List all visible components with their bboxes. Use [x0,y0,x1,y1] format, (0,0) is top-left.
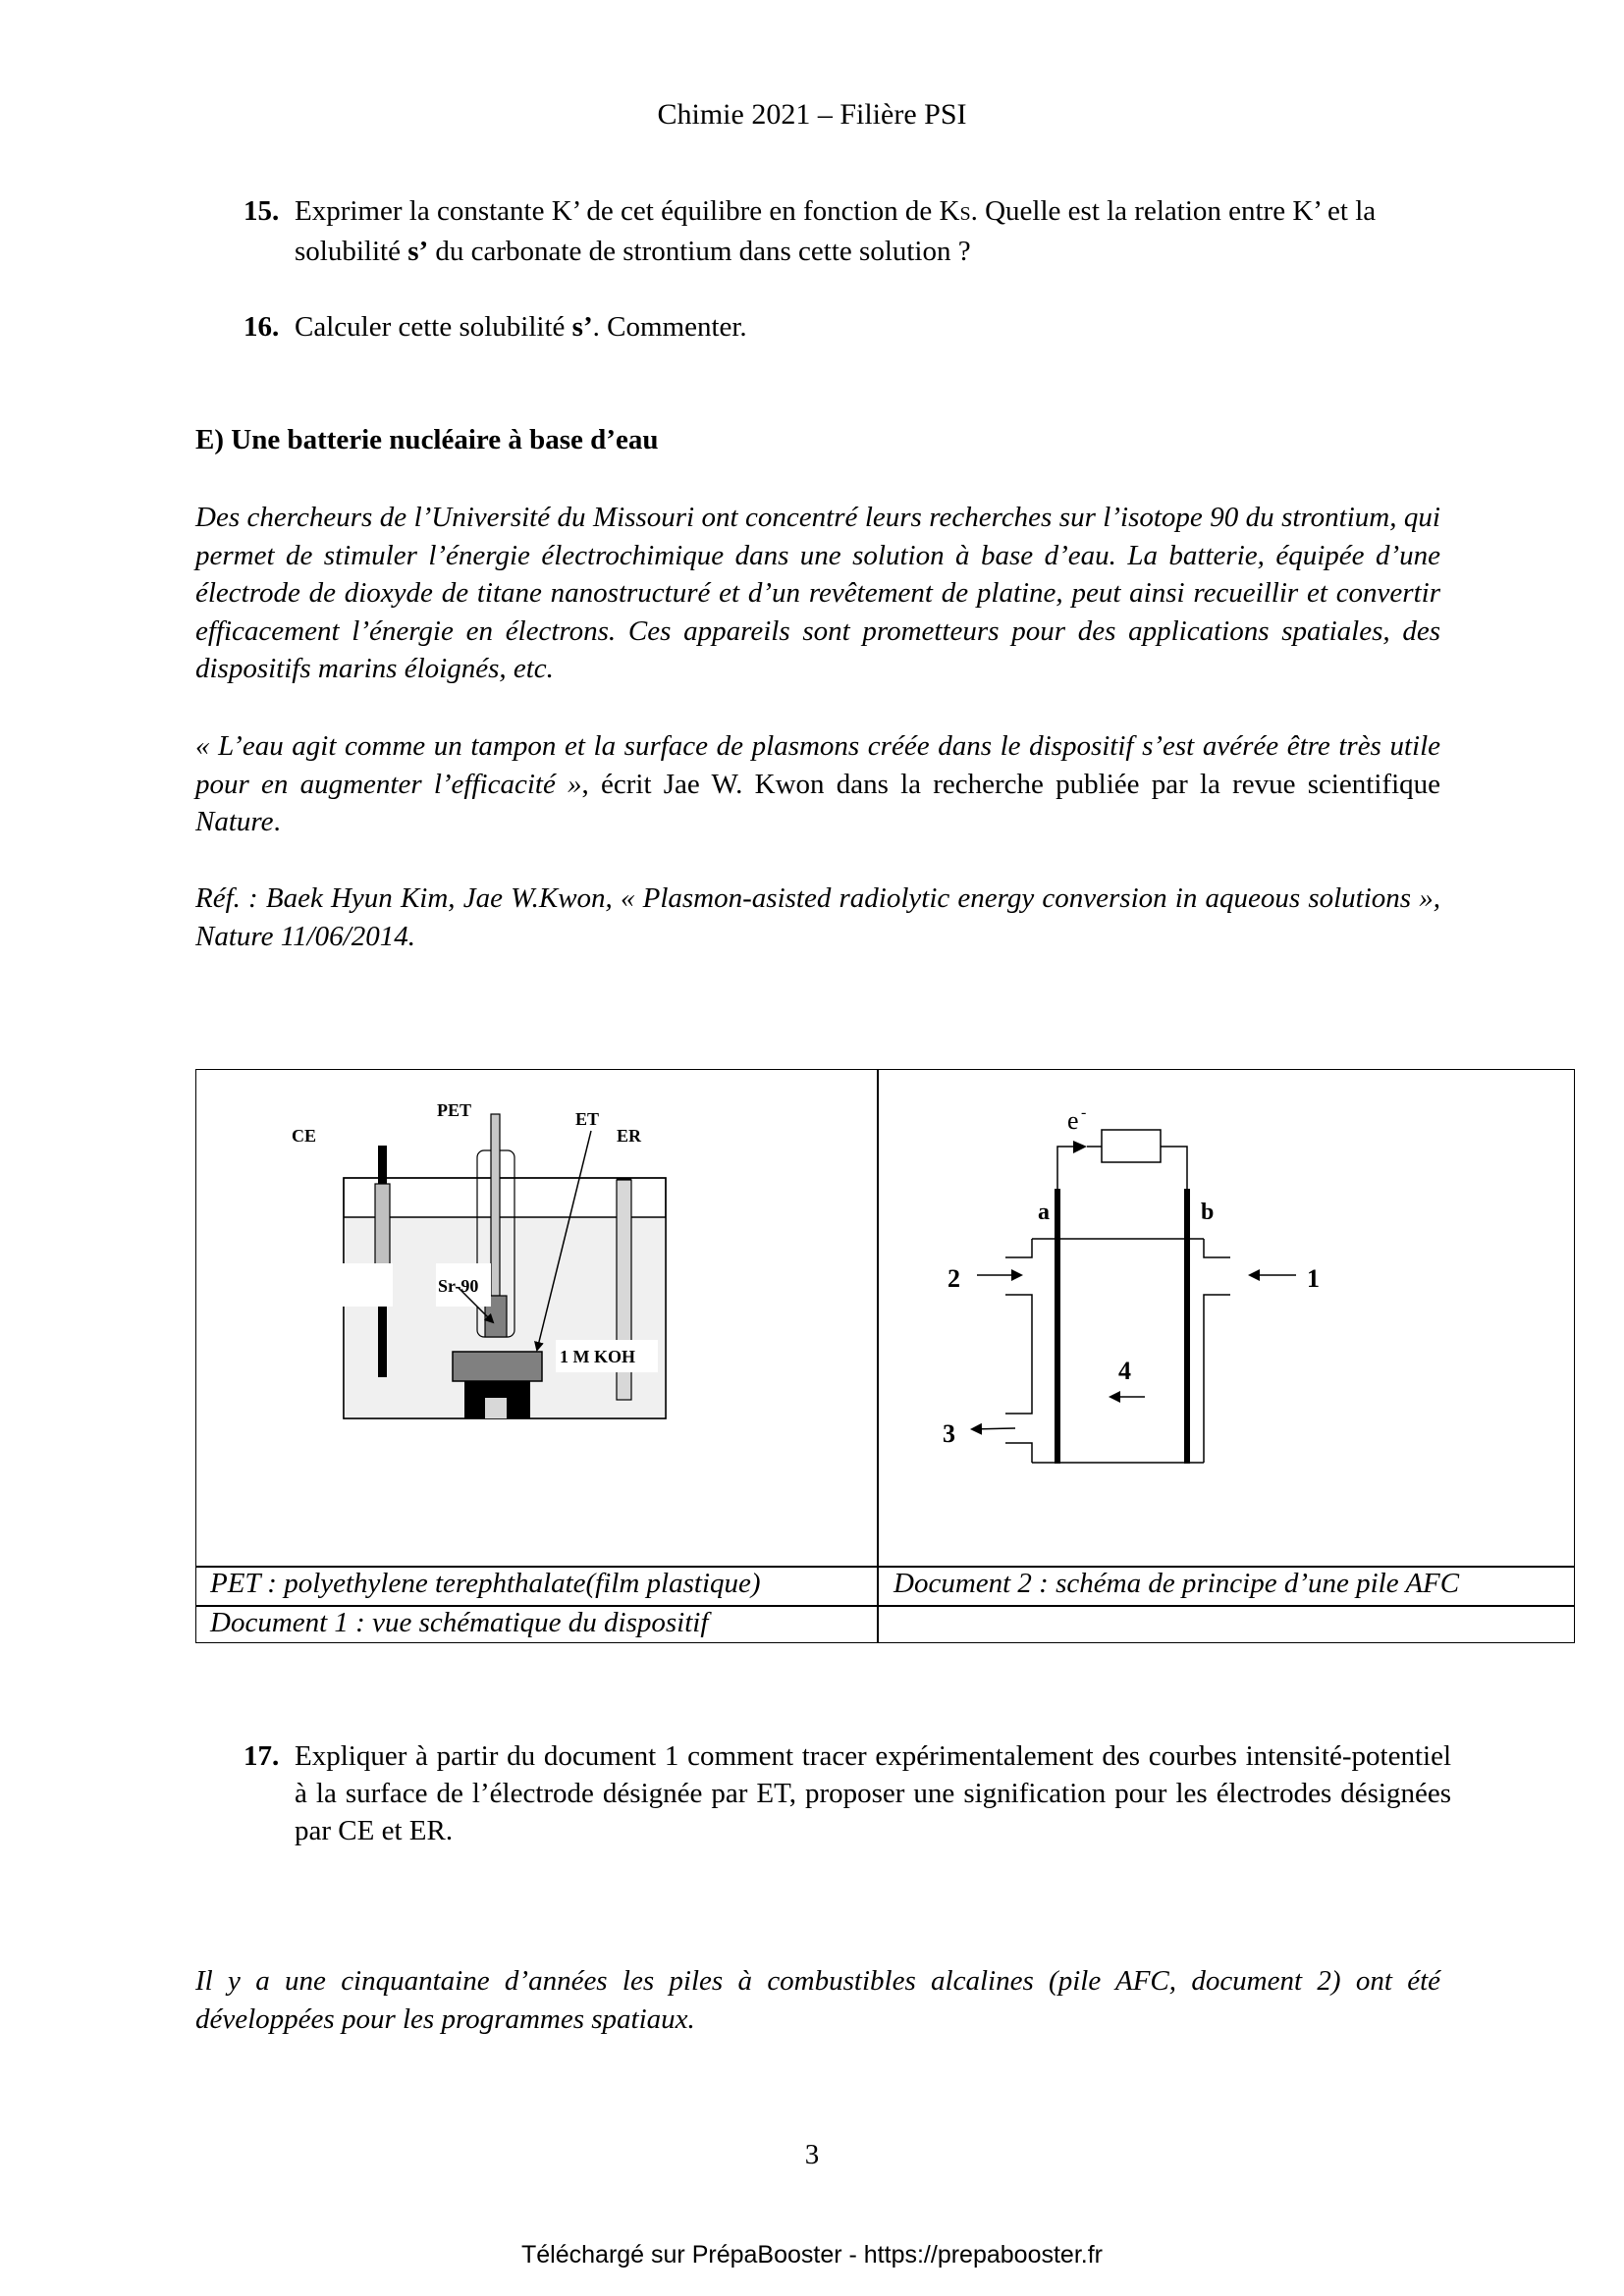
electrode-b-label: b [1201,1200,1215,1225]
electron-label: e [1067,1106,1079,1135]
outlet-3-label: 3 [943,1419,955,1448]
inlet-1-label: 1 [1307,1264,1320,1293]
footer-link[interactable]: Téléchargé sur PrépaBooster - https://prepabooster.fr [521,2241,1103,2269]
documents-table [195,1069,1575,1643]
page-header: Chimie 2021 – Filière PSI [657,98,967,131]
question-number: 16. [244,311,280,343]
koh-label: 1 M KOH [560,1347,635,1366]
reference: Réf. : Baek Hyun Kim, Jae W.Kwon, « Plasmon-asisted radiolytic energy conversion in aqueous solutions », Nature 11/06/2014. [195,882,1440,952]
electrode-b [1184,1189,1190,1464]
er-label: ER [617,1126,642,1146]
svg-text:-: - [1081,1104,1087,1121]
electrode-a [1055,1189,1060,1464]
intro-paragraph: Des chercheurs de l’Université du Missouri ont concentré leurs recherches sur l’isotope 90 du strontium, qui permet de stimuler l’énergie électrochimique dans une solution à base d’eau. La batterie, équipée d’une électrode de dioxyde de titane nanostructuré et d’un revêtement de platine, peut ainsi recueillir et convertir efficacement l’énergie en électrons. Ces appareils sont prometteurs pour des applications spatiales, des dispositifs marins éloignés, etc. [195,502,1440,684]
question-number: 17. [244,1740,280,1772]
question-17 [244,1737,1451,1849]
inlet-2-label: 2 [947,1264,960,1293]
question-15 [244,192,1451,270]
question-text: Expliquer à partir du document 1 comment tracer expérimentalement des courbes intensité-potentiel à la surface de l’électrode désignée par ET, proposer une signification pour les électrodes désignées par CE et ER. [295,1740,1451,1846]
doc1-caption: Document 1 : vue schématique du dispositif [210,1607,709,1638]
ce-label: CE [292,1126,317,1146]
document-1-figure [196,1070,877,1566]
quote-paragraph: « L’eau agit comme un tampon et la surface de plasmons créée dans le dispositif s’est avérée être très utile pour en augmenter l’efficacité », écrit Jae W. Kwon dans la recherche publiée par la revue scientifique Nature. [195,730,1440,837]
pet-label: PET [437,1100,472,1120]
electrode-a-label: a [1038,1200,1050,1225]
section-title: E) Une batterie nucléaire à base d’eau [195,424,659,455]
doc2-caption: Document 2 : schéma de principe d’une pile AFC [893,1568,1460,1599]
outro-paragraph: Il y a une cinquantaine d’années les piles à combustibles alcalines (pile AFC, document 2) ont été développées pour les programmes spatiaux. [195,1965,1440,2035]
question-text: Exprimer la constante K’ de cet équilibre en fonction de KS. Quelle est la relation entre K’ et la solubilité s’ du carbonate de strontium dans cette solution ? [295,195,1377,267]
et-label: ET [575,1109,600,1129]
document-2-figure [879,1070,1574,1566]
question-text: Calculer cette solubilité s’. Commenter. [295,311,747,343]
et-electrode [453,1352,542,1381]
sr90-label: Sr-90 [438,1276,479,1296]
question-number: 15. [244,195,280,227]
question-16 [244,308,1451,346]
ion-4-label: 4 [1118,1357,1131,1385]
resistor [1102,1130,1161,1162]
doc1-note: PET : polyethylene terephthalate(film plastique) [210,1568,761,1599]
page-number: 3 [804,2139,820,2170]
